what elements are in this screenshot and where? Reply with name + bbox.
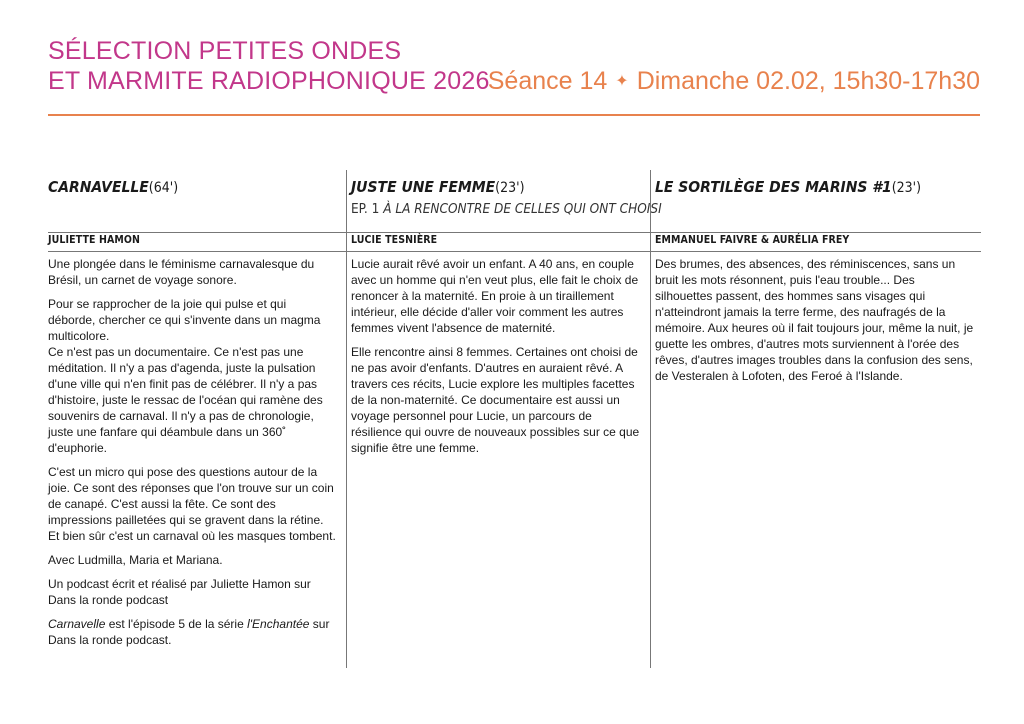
- series-episode-title: Carnavelle: [48, 617, 106, 631]
- desc-paragraph: Lucie aurait rêvé avoir un enfant. A 40 ans, en couple avec un homme qui n'en veut plus, elle fait le choix de renoncer à la maternité. En proie à un tiraillement intérieur, elle décide d'aller voir comment les autres femmes vivent l'absence de maternité.: [351, 257, 639, 335]
- title-line-1: SÉLECTION PETITES ONDES: [48, 37, 402, 65]
- film-author: JULIETTE HAMON: [48, 234, 140, 246]
- film-column-carnavelle: [48, 170, 346, 668]
- program-grid: [48, 170, 980, 668]
- film-header: [347, 170, 662, 232]
- desc-paragraph: Avec Ludmilla, Maria et Mariana.: [48, 553, 223, 567]
- page-header: [48, 36, 980, 116]
- session-info: [488, 66, 980, 97]
- selection-title: [48, 36, 490, 96]
- film-author: EMMANUEL FAIVRE & AURÉLIA FREY: [655, 234, 850, 246]
- film-duration: (64'): [148, 180, 179, 196]
- film-title: [48, 170, 346, 199]
- film-name: CARNAVELLE: [48, 178, 149, 196]
- film-title: [651, 170, 981, 199]
- session-date: Dimanche 02.02, 15h30-17h30: [636, 67, 980, 95]
- title-line-2: ET MARMITE RADIOPHONIQUE 2026: [48, 67, 490, 95]
- desc-paragraph: Un podcast écrit et réalisé par Juliette Hamon sur Dans la ronde podcast: [48, 577, 311, 607]
- film-header: [651, 170, 981, 232]
- episode-number: EP. 1: [351, 201, 384, 217]
- author-row: [651, 232, 981, 252]
- session-label: Séance 14: [487, 67, 608, 95]
- film-column-sortilege-des-marins: [650, 170, 981, 668]
- film-name: LE SORTILÈGE DES MARINS #1: [655, 178, 892, 196]
- desc-text: est l'épisode 5 de la série: [105, 617, 248, 631]
- author-row: [48, 232, 346, 252]
- desc-paragraph: Une plongée dans le féminisme carnavalesque du Brésil, un carnet de voyage sonore.: [48, 257, 315, 287]
- film-description: [651, 252, 981, 384]
- star-separator-icon: ✦: [615, 73, 629, 90]
- desc-paragraph: Des brumes, des absences, des réminiscences, sans un bruit les mots résonnent, puis l'eau trouble... Des silhouettes passent, des hommes sans visages qui n'atteindront jamais la terre ferme, des naufragés de la mémoire. Aux heures où il fait toujours jour, même la nuit, je guette les ombres, d'autres mots surviennent à l'orée des rêves, d'autres images troubles dans la confusion des sens, de Vesteralen à Lofoten, des Feroé à l'Islande.: [655, 257, 974, 383]
- desc-paragraph: C'est un micro qui pose des questions autour de la joie. Ce sont des réponses que l'on trouve sur un coin de canapé. C'est aussi la fête. Ce sont des impressions pailletées qui se gravent dans la rétine. Et bien sûr c'est un carnaval où les masques tombent.: [48, 465, 336, 543]
- film-author: LUCIE TESNIÈRE: [351, 234, 438, 246]
- film-description: [347, 252, 651, 456]
- film-header: [48, 170, 346, 232]
- film-title: [347, 170, 651, 199]
- film-duration: (23'): [891, 180, 922, 196]
- film-duration: (23'): [495, 180, 525, 196]
- author-row: [347, 232, 651, 252]
- desc-paragraph: [48, 616, 336, 648]
- desc-text: sur Dans la ronde podcast.: [48, 617, 330, 647]
- film-column-juste-une-femme: [346, 170, 662, 668]
- film-description: [48, 252, 346, 648]
- film-episode: [347, 199, 662, 219]
- series-title: l'Enchantée: [247, 617, 310, 631]
- episode-title: À LA RENCONTRE DE CELLES QUI ONT CHOISI: [383, 201, 662, 217]
- desc-paragraph: Elle rencontre ainsi 8 femmes. Certaines ont choisi de ne pas avoir d'enfants. D'autres en auraient rêvé. A travers ces récits, Lucie explore les multiples facettes de la non-maternité. Ce documentaire est aussi un voyage personnel pour Lucie, un parcours de résilience qui ouvre de nouveaux possibles sur ce que signifie être une femme.: [351, 345, 640, 455]
- film-name: JUSTE UNE FEMME: [351, 178, 496, 196]
- desc-paragraph: Pour se rapprocher de la joie qui pulse et qui déborde, chercher ce qui s'invente dans un magma multicolore.: [48, 297, 321, 343]
- desc-paragraph: Ce n'est pas un documentaire. Ce n'est pas une méditation. Il n'y a pas d'agenda, juste la pulsation d'une ville qui n'en finit pas de célébrer. Il n'y a pas d'histoire, juste le ressac de l'océan qui ramène des souvenirs de carnaval. Il n'y a pas de chronologie, juste une fanfare qui déambule dans un 360˚ d'euphorie.: [48, 345, 323, 455]
- header-divider: [48, 114, 980, 116]
